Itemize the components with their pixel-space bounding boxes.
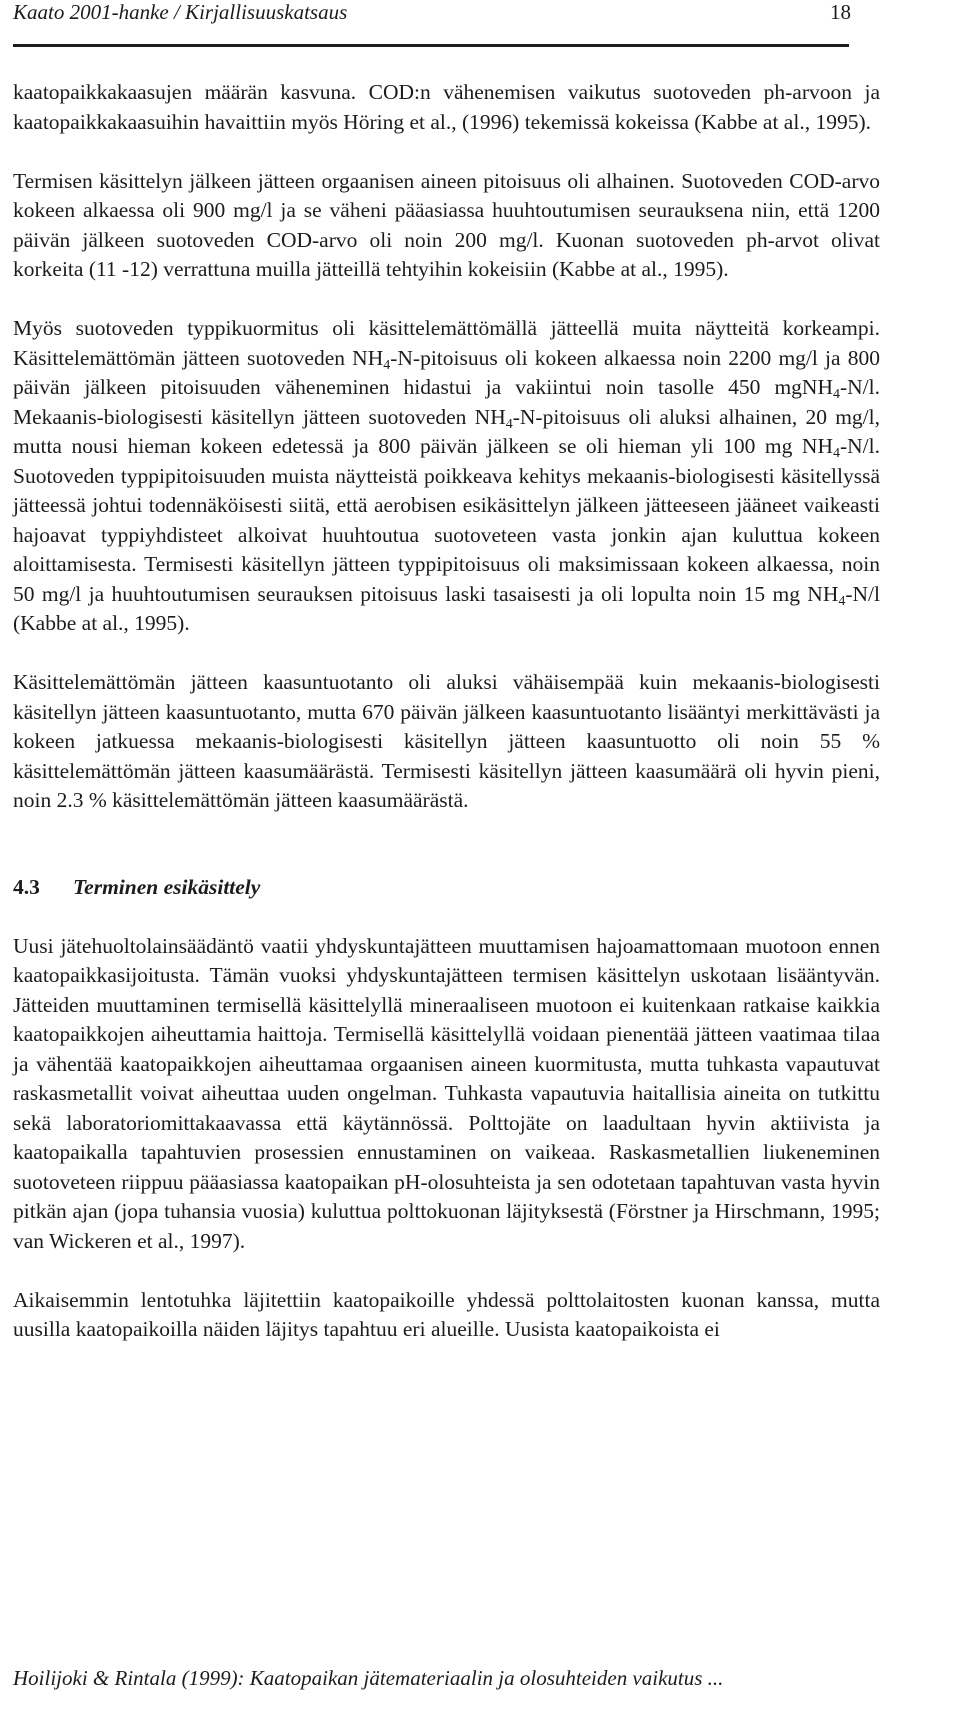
paragraph-3-part-4: -N-pitoisuus oli aluksi alhainen, 20 mg/l, mutta nousi hieman kokeen edetessä ja 800 päivän jälkeen se oli hieman yli 100 mg NH <box>13 404 880 458</box>
paragraph-6: Aikaisemmin lentotuhka läjitettiin kaatopaikoille yhdessä polttolaitosten kuonan kanssa, mutta uusilla kaatopaikoilla näiden läjitys tapahtuu eri alueille. Uusista kaatopaikoista ei <box>13 1287 880 1341</box>
paragraph-3-part-5: -N/l. Suotoveden typpipitoisuuden muista näytteistä poikkeava kehitys mekaanis-biologisesti käsitellyssä jätteessä johtui todennäköisesti siitä, että aerobisen esikäsittelyn jälkeen jätteeseen jääneet vaikeasti hajoavat typpiyhdisteet alkoivat huuhtoutua suotoveteen vasta jonkin ajan kuluttua kokeen aloittamisesta. Termisesti käsitellyn jätteen typpipitoisuus oli maksimissaan kokeen alkaessa, noin 50 mg/l ja huuhtoutumisen seurauksen pitoisuus laski tasaisesti ja oli lopulta noin 15 mg NH <box>13 434 880 606</box>
paragraph-3-part-6: -N/l (Kabbe at al., 1995). <box>13 581 880 635</box>
paragraph-2: Termisen käsittelyn jälkeen jätteen orgaanisen aineen pitoisuus oli alhainen. Suotoveden COD-arvo kokeen alkaessa oli 900 mg/l ja se väheni pääasiassa huuhtoutumisen seurauksena niin, että 1200 päivän jälkeen suotoveden COD-arvo oli noin 200 mg/l. Kuonan suotoveden ph-arvot olivat korkeita (11 -12) verrattuna muilla jätteillä tehtyihin kokeisiin (Kabbe at al., 1995). <box>13 168 880 281</box>
header-divider <box>13 44 849 47</box>
subscript-4: 4 <box>832 387 840 402</box>
page-number: 18 <box>830 0 851 24</box>
section-number: 4.3 <box>13 874 40 899</box>
subscript-4: 4 <box>505 416 513 432</box>
header-title: Kaato 2001-hanke / Kirjallisuuskatsaus <box>13 0 348 24</box>
paragraph-3-part-3: -N/l. Mekaanis-biologisesti käsitellyn jätteen suotoveden NH <box>13 375 880 429</box>
paragraph-3-part-1: Myös suotoveden typpikuormitus oli käsittelemättömällä jätteellä muita näytteitä korkeampi. Käsittelemättömän jätteen suotoveden NH <box>13 316 880 370</box>
body-text <box>13 78 880 1374</box>
subscript-4: 4 <box>838 593 846 609</box>
running-footer: Hoilijoki & Rintala (1999): Kaatopaikan jätemateriaalin ja olosuhteiden vaikutus ... <box>13 1666 724 1690</box>
paragraph-3 <box>13 314 880 639</box>
paragraph-1: kaatopaikkakaasujen määrän kasvuna. COD:n vähenemisen vaikutus suotoveden ph-arvoon ja kaatopaikkakaasuihin havaittiin myös Höring et al., (1996) tekemissä kokeissa (Kabbe at al., 1995). <box>13 80 880 134</box>
subscript-4: 4 <box>832 446 840 461</box>
paragraph-3-part-2: -N-pitoisuus oli kokeen alkaessa noin 2200 mg/l ja 800 päivän jälkeen pitoisuuden väheneminen hidastui ja vakiintui noin tasolle 450 mgNH <box>13 345 880 399</box>
paragraph-5: Uusi jätehuoltolainsäädäntö vaatii yhdyskuntajätteen muuttamisen hajoamattomaan muotoon ennen kaatopaikkasijoitusta. Tämän vuoksi yhdyskuntajätteen termisen käsittelyn uskotaan lisääntyvän. Jätteiden muuttaminen termisellä käsittelyllä mineraaliseen muotoon ei kuitenkaan ratkaise kaikkia kaatopaikkojen aiheuttamia haittoja. Termisellä käsittelyllä voidaan pienentää jätteen vaatimaa tilaa ja vähentää kaatopaikkojen aiheuttamaa orgaanisen aineen kuormitusta, mutta tuhkasta vapautuvat raskasmetallit voivat aiheuttaa uuden ongelman. Tuhkasta vapautuvia haitallisia aineita on tutkittu sekä laboratoriomittakaavassa että käytännössä. Polttojäte on laadultaan hyvin aktiivista ja kaatopaikalla tapahtuvien prosessien ennustaminen on vaikeaa. Raskasmetallien liukeneminen suotoveteen riippuu pääasiassa kaatopaikan pH-olosuhteista ja sen odotetaan tapahtuvan vasta hyvin pitkän ajan (jopa tuhansia vuosia) kuluttua polttokuonan läjityksestä (Förstner ja Hirschmann, 1995; van Wickeren et al., 1997). <box>13 933 880 1253</box>
section-heading <box>13 873 880 903</box>
running-header <box>13 0 851 40</box>
paragraph-4: Käsittelemättömän jätteen kaasuntuotanto oli aluksi vähäisempää kuin mekaanis-biologisesti käsitellyn jätteen kaasuntuotanto, mutta 670 päivän jälkeen kaasuntuotanto lisääntyi merkittävästi ja kokeen jatkuessa mekaanis-biologisesti käsitellyn jätteen kaasuntuotto oli noin 55 % käsittelemättömän jätteen kaasumäärästä. Termisesti käsitellyn jätteen kaasumäärä oli hyvin pieni, noin 2.3 % käsittelemättömän jätteen kaasumäärästä. <box>13 670 880 812</box>
subscript-4: 4 <box>383 357 391 373</box>
section-title: Terminen esikäsittely <box>73 874 261 899</box>
